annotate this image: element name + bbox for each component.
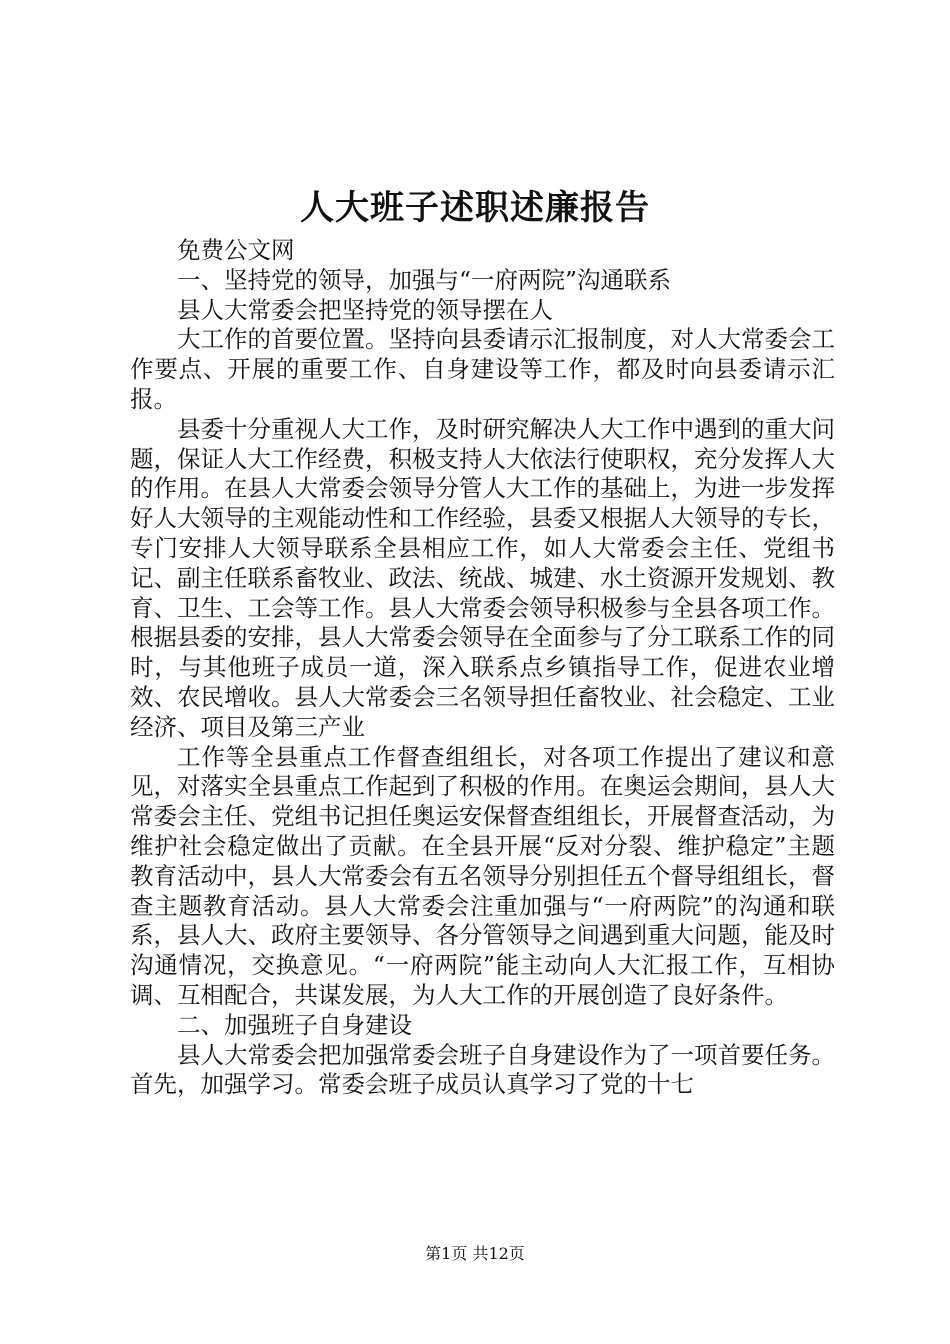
paragraph-heading-1: 一、坚持党的领导，加强与“一府两院”沟通联系 [177, 265, 672, 294]
paragraph: 县委十分重视人大工作，及时研究解决人大工作中遇到的重大问题，保证人大工作经费，积极支持人大依法行使职权，充分发挥人大的作用。在县人大常委会领导分管人大工作的基础上，为进一步发挥好人大领导的主观能动性和工作经验，县委又根据人大领导的专长，专门安排人大领导联系全县相应工作，如人大常委会主任、党组书记、副主任联系畜牧业、政法、统战、城建、水土资源开发规划、教育、卫生、工会等工作。县人大常委会领导积极参与全县各项工作。根据县委的安排，县人大常委会领导在全面参与了分工联系工作的同时，与其他班子成员一道，深入联系点乡镇指导工作，促进农业增效、农民增收。县人大常委会三名领导担任畜牧业、社会稳定、工业经济、项目及第三产业 [130, 414, 835, 741]
page-number-footer: 第1页 共12页 [425, 1244, 525, 1263]
paragraph: 工作等全县重点工作督查组组长，对各项工作提出了建议和意见，对落实全县重点工作起到了积极的作用。在奥运会期间，县人大常委会主任、党组书记担任奥运安保督查组组长，开展督查活动，为维护社会稳定做出了贡献。在全县开展“反对分裂、维护稳定”主题教育活动中，县人大常委会有五名领导分别担任五个督导组组长，督查主题教育活动。县人大常委会注重加强与“一府两院”的沟通和联系，县人大、政府主要领导、各分管领导之间遇到重大问题，能及时沟通情况，交换意见。“一府两院”能主动向人大汇报工作，互相协调、互相配合，共谋发展，为人大工作的开展创造了良好条件。 [130, 742, 835, 1009]
document-body [130, 236, 835, 1100]
paragraph: 县人大常委会把加强常委会班子自身建设作为了一项首要任务。首先，加强学习。常委会班子成员认真学习了党的十七 [130, 1040, 835, 1099]
paragraph: 大工作的首要位置。坚持向县委请示汇报制度，对人大常委会工作要点、开展的重要工作、自身建设等工作，都及时向县委请示汇报。 [130, 325, 835, 413]
paragraph-heading-2: 二、加强班子自身建设 [177, 1010, 412, 1039]
document-title: 人大班子述职述廉报告 [300, 188, 650, 228]
paragraph-source: 免费公文网 [177, 236, 295, 264]
paragraph: 县人大常委会把坚持党的领导摆在人 [177, 295, 553, 324]
